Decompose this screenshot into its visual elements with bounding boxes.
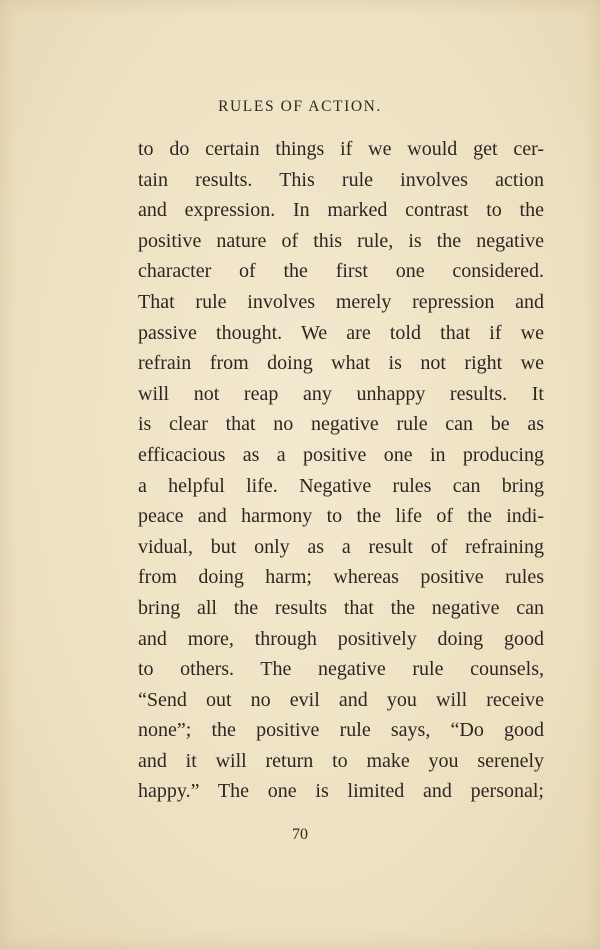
text-line-19: “Send out no evil and you will receive (138, 688, 544, 711)
text-line-15: from doing harm; whereas positive rules (138, 566, 544, 589)
text-line-1: to do certain things if we would get cer- (138, 138, 544, 160)
text-line-22: happy.” The one is limited and personal; (138, 780, 544, 803)
running-head: RULES OF ACTION. (218, 98, 382, 115)
text-line-6: That rule involves merely repression and (138, 290, 544, 313)
text-line-10: is clear that no negative rule can be as (138, 413, 544, 436)
text-line-18: to others. The negative rule counsels, (138, 658, 544, 681)
text-line-14: vidual, but only as a result of refraining (138, 535, 544, 558)
text-line-21: and it will return to make you serenely (138, 749, 544, 772)
text-line-11: efficacious as a positive one in producing (138, 443, 544, 466)
text-line-12: a helpful life. Negative rules can bring (138, 474, 544, 497)
text-line-9: will not reap any unhappy results. It (138, 382, 544, 405)
text-line-20: none”; the positive rule says, “Do good (138, 719, 544, 742)
text-line-2: tain results. This rule involves action (138, 168, 544, 191)
page-number: 70 (292, 826, 308, 843)
text-line-7: passive thought. We are told that if we (138, 321, 544, 344)
text-line-4: positive nature of this rule, is the negative (138, 229, 544, 252)
text-line-17: and more, through positively doing good (138, 627, 544, 650)
text-line-13: peace and harmony to the life of the indi- (138, 505, 544, 528)
text-line-3: and expression. In marked contrast to the (138, 199, 544, 222)
text-line-8: refrain from doing what is not right we (138, 352, 544, 375)
body-text (138, 134, 544, 807)
text-line-16: bring all the results that the negative can (138, 596, 544, 619)
text-line-5: character of the first one considered. (138, 260, 544, 283)
